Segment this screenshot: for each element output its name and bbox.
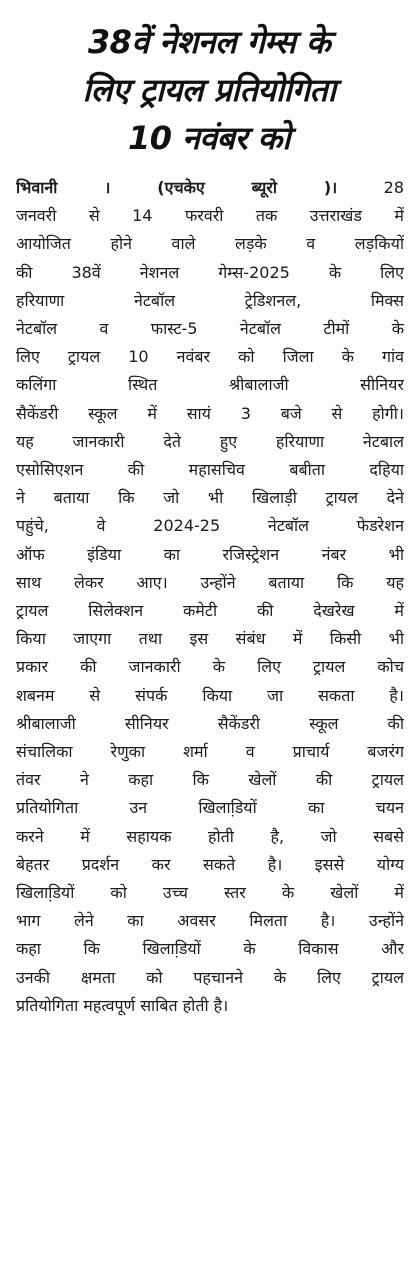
article-line: लिए ट्रायल 10 नवंबर को जिला के गांव xyxy=(16,347,404,367)
article-line: कलिंगा स्थित श्रीबालाजी सीनियर xyxy=(16,375,404,395)
article-line: बेहतर प्रदर्शन कर सकते है। इससे योग्य xyxy=(16,854,404,874)
article-line: की 38वें नेशनल गेम्स-2025 के लिए xyxy=(16,262,404,282)
article-line: नेटबॉल व फास्ट-5 नेटबॉल टीमों के xyxy=(16,319,404,339)
article-line: प्रतियोगिता महत्वपूर्ण साबित होती है। xyxy=(16,995,229,1015)
article-line xyxy=(16,174,404,202)
article-line-text: 28 xyxy=(383,178,404,197)
article-line: हरियाणा नेटबॉल ट्रेडिशनल, मिक्स xyxy=(16,290,404,310)
article-body xyxy=(0,162,418,1020)
article-line: सैकेंडरी स्कूल में सायं 3 बजे से होगी। xyxy=(16,403,404,423)
article-line: ट्रायल सिलेक्शन कमेटी की देखरेख में xyxy=(16,601,404,621)
article-line: प्रतियोगिता उन खिलाडि़यों का चयन xyxy=(16,798,404,818)
article-line: ने बताया कि जो भी खिलाड़ी ट्रायल देने xyxy=(16,488,404,508)
article-line: जनवरी से 14 फरवरी तक उत्तराखंड में xyxy=(16,206,404,226)
article-line: पहुंचे, वे 2024-25 नेटबॉल फेडरेशन xyxy=(16,516,404,536)
article-line: यह जानकारी देते हुए हरियाणा नेटबाल xyxy=(16,431,404,451)
article-line: उनकी क्षमता को पहचानने के लिए ट्रायल xyxy=(16,967,404,987)
headline-line-1: 38वें नेशनल गेम्स के xyxy=(87,23,331,61)
article-line: तंवर ने कहा कि खेलों की ट्रायल xyxy=(16,770,404,790)
article-line: करने में सहायक होती है, जो सबसे xyxy=(16,826,404,846)
article-line: ऑफ इंडिया का रजिस्ट्रेशन नंबर भी xyxy=(16,544,404,564)
article-line: आयोजित होने वाले लड़के व लड़कियों xyxy=(16,234,404,254)
article-line: संचालिका रेणुका शर्मा व प्राचार्य बजरंग xyxy=(16,742,404,762)
article-line: साथ लेकर आए। उन्होंने बताया कि यह xyxy=(16,572,404,592)
headline xyxy=(0,0,418,162)
article-line: प्रकार की जानकारी के लिए ट्रायल कोच xyxy=(16,657,404,677)
article-line: शबनम से संपर्क किया जा सकता है। xyxy=(16,685,404,705)
article-line: खिलाडि़यों को उच्च स्तर के खेलों में xyxy=(16,883,404,903)
dateline: भिवानी । (एचकेए ब्यूरो )। xyxy=(16,178,338,197)
article-line: श्रीबालाजी सीनियर सैकेंडरी स्कूल की xyxy=(16,713,404,733)
article-line: भाग लेने का अवसर मिलता है। उन्होंने xyxy=(16,911,404,931)
headline-line-3: 10 नवंबर को xyxy=(127,119,291,157)
article-line: किया जाएगा तथा इस संबंध में किसी भी xyxy=(16,629,404,649)
headline-line-2: लिए ट्रायल प्रतियोगिता xyxy=(82,71,336,109)
article-line: एसोसिएशन की महासचिव बबीता दहिया xyxy=(16,460,404,480)
article-line: कहा कि खिलाडि़यों के विकास और xyxy=(16,939,404,959)
